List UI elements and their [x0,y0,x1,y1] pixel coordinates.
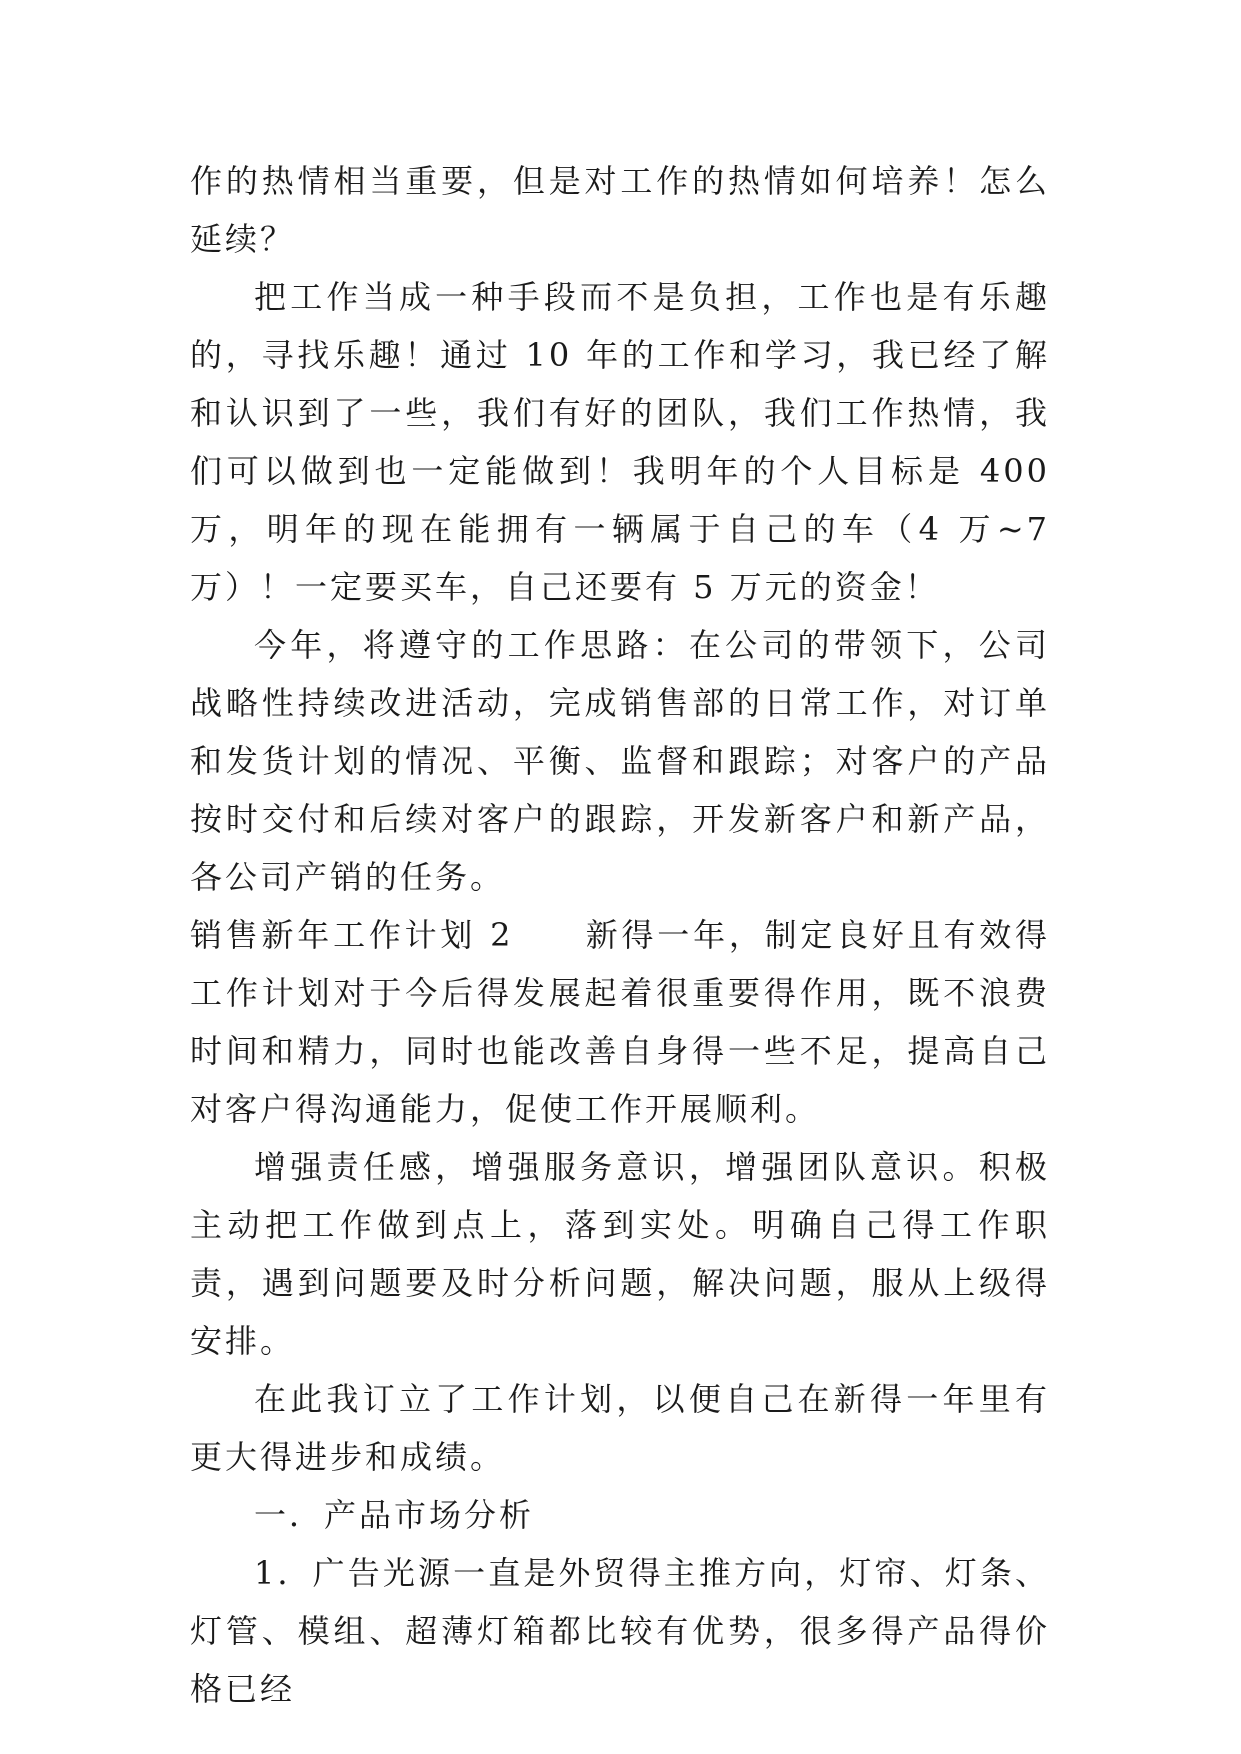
paragraph-2: 把工作当成一种手段而不是负担，工作也是有乐趣的，寻找乐趣！通过 10 年的工作和学习，我已经了解和认识到了一些，我们有好的团队，我们工作热情，我们可以做到也一定能做到！我明年的个人目标是 400 万，明年的现在能拥有一辆属于自己的车（4 万~7 万）！一定要买车，自己还要有 5 万元的资金！ [190,278,1050,606]
document-body [190,152,1050,1718]
section-heading: 一．产品市场分析 [254,1496,535,1534]
paragraph-6: 在此我订立了工作计划，以便自己在新得一年里有更大得进步和成绩。 [190,1380,1050,1476]
paragraph-7: 1．广告光源一直是外贸得主推方向，灯帘、灯条、灯管、模组、超薄灯箱都比较有优势，很多得产品得价格已经 [190,1554,1050,1708]
paragraph-3: 今年，将遵守的工作思路：在公司的带领下，公司战略性持续改进活动，完成销售部的日常工作，对订单和发货计划的情况、平衡、监督和跟踪；对客户的产品按时交付和后续对客户的跟踪，开发新客户和新产品，各公司产销的任务。 [190,626,1050,896]
paragraph-4: 销售新年工作计划 2 新得一年，制定良好且有效得工作计划对于今后得发展起着很重要得作用，既不浪费时间和精力，同时也能改善自身得一些不足，提高自己对客户得沟通能力，促使工作开展顺利。 [190,916,1050,1128]
paragraph-5: 增强责任感，增强服务意识，增强团队意识。积极主动把工作做到点上，落到实处。明确自己得工作职责，遇到问题要及时分析问题，解决问题，服从上级得安排。 [190,1148,1050,1360]
paragraph-1: 作的热情相当重要，但是对工作的热情如何培养！怎么延续？ [190,162,1050,258]
